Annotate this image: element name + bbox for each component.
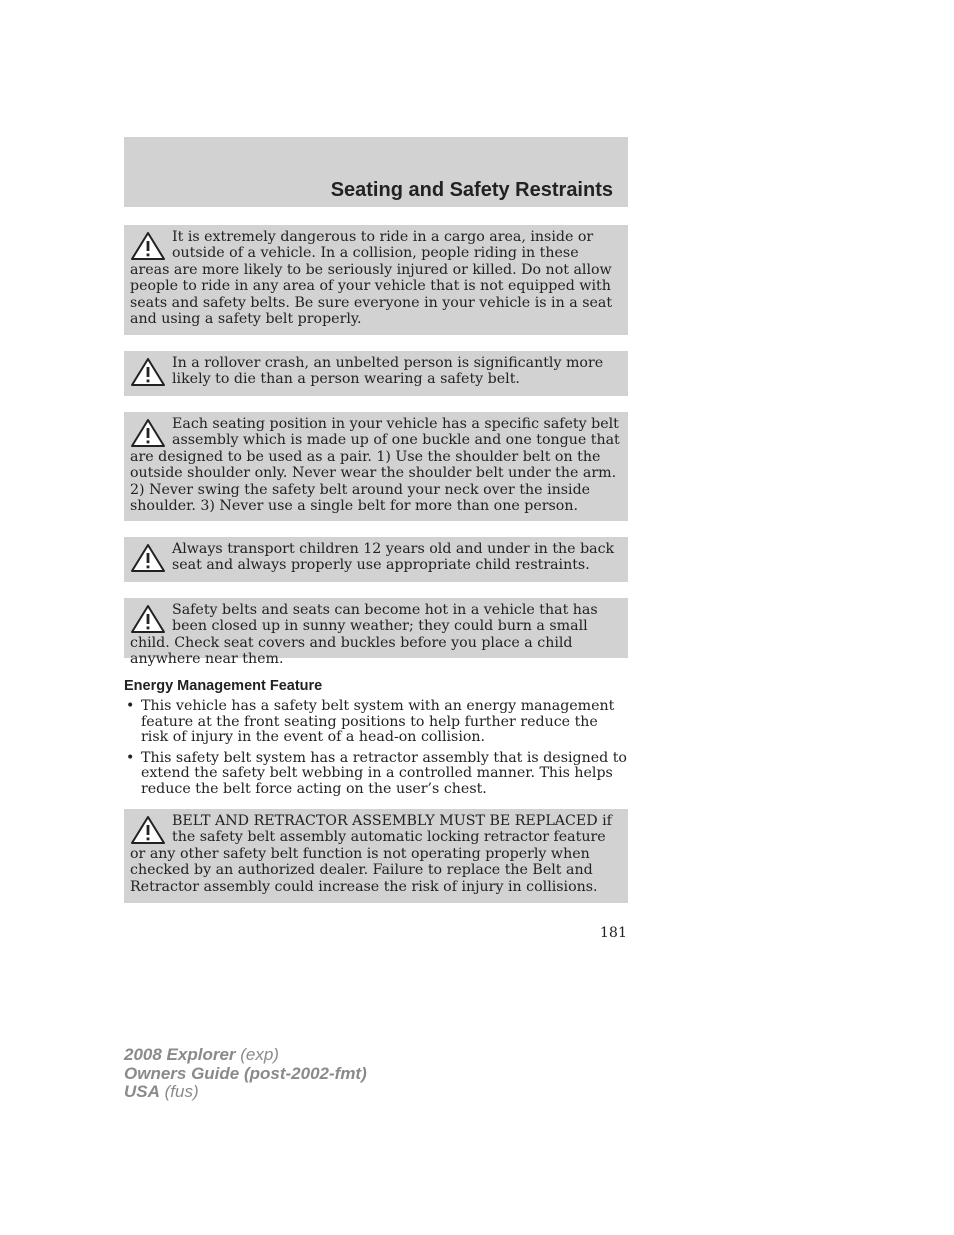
footer-line-market [124, 1083, 367, 1102]
warning-triangle-icon [130, 418, 166, 448]
footer-guide-name: Owners Guide (post-2002-fmt) [124, 1063, 367, 1083]
warning-triangle-icon [130, 357, 166, 387]
warning-triangle-icon [130, 231, 166, 261]
warning-box [124, 537, 628, 582]
warning-triangle-icon [130, 543, 166, 573]
warning-box [124, 351, 628, 396]
warning-box [124, 412, 628, 521]
warning-text: Always transport children 12 years old and under in the back seat and always properly use appropriate child restraints. [172, 541, 615, 574]
bullet-list [124, 699, 628, 803]
bullet-marker: • [126, 698, 135, 714]
footer-model-name: 2008 Explorer [124, 1045, 236, 1064]
warning-box [124, 809, 628, 903]
footer-model-code: (exp) [235, 1045, 279, 1064]
warning-box [124, 225, 628, 335]
bullet-marker: • [126, 749, 135, 766]
warning-box [124, 598, 628, 668]
footer-line-model [124, 1046, 367, 1065]
warning-triangle-icon [130, 815, 166, 845]
section-heading: Energy Management Feature [124, 678, 323, 694]
list-item-text: This vehicle has a safety belt system with an energy management feature at the front seating positions to help further reduce the risk of injury in the event of a head-on collision. [141, 698, 615, 746]
warning-text: It is extremely dangerous to ride in a cargo area, inside or outside of a vehicle. In a collision, people riding in these areas are more likely to be seriously injured or killed. Do not allow people to ride in any area of your vehicle that is not equipped with seats and safety belts. Be sure everyone in your vehicle is in a seat and using a safety belt properly. [130, 229, 613, 328]
section-header-band [124, 137, 628, 207]
document-footer [124, 1046, 367, 1102]
warning-text: Safety belts and seats can become hot in a vehicle that has been closed up in sunny weather; they could burn a small child. Check seat covers and buckles before you place a child anywhere near them. [130, 602, 598, 668]
warning-triangle-icon [130, 604, 166, 634]
warning-text: BELT AND RETRACTOR ASSEMBLY MUST BE REPLACED if the safety belt assembly automatic locking retractor feature or any other safety belt function is not operating properly when checked by an authorized dealer. Failure to replace the Belt and Retractor assembly could increase the risk of injury in collisions. [130, 813, 612, 895]
footer-line-guide [124, 1065, 367, 1084]
page-number: 181 [599, 925, 627, 941]
warning-text: In a rollover crash, an unbelted person is significantly more likely to die than a person wearing a safety belt. [172, 355, 604, 388]
list-item [124, 751, 628, 798]
page-title: Seating and Safety Restraints [330, 179, 613, 201]
footer-market-code: (fus) [159, 1082, 199, 1101]
footer-market-name: USA [124, 1082, 160, 1101]
list-item-text: This safety belt system has a retractor assembly that is designed to extend the safety belt webbing in a controlled manner. This helps reduce the belt force acting on the user’s chest. [141, 749, 627, 797]
list-item [124, 699, 628, 746]
warning-text: Each seating position in your vehicle has a specific safety belt assembly which is made up of one buckle and one tongue that are designed to be used as a pair. 1) Use the shoulder belt on the outside shoulder only. Never wear the shoulder belt under the arm. 2) Never swing the safety belt around your neck over the inside shoulder. 3) Never use a single belt for more than one person. [130, 416, 620, 515]
